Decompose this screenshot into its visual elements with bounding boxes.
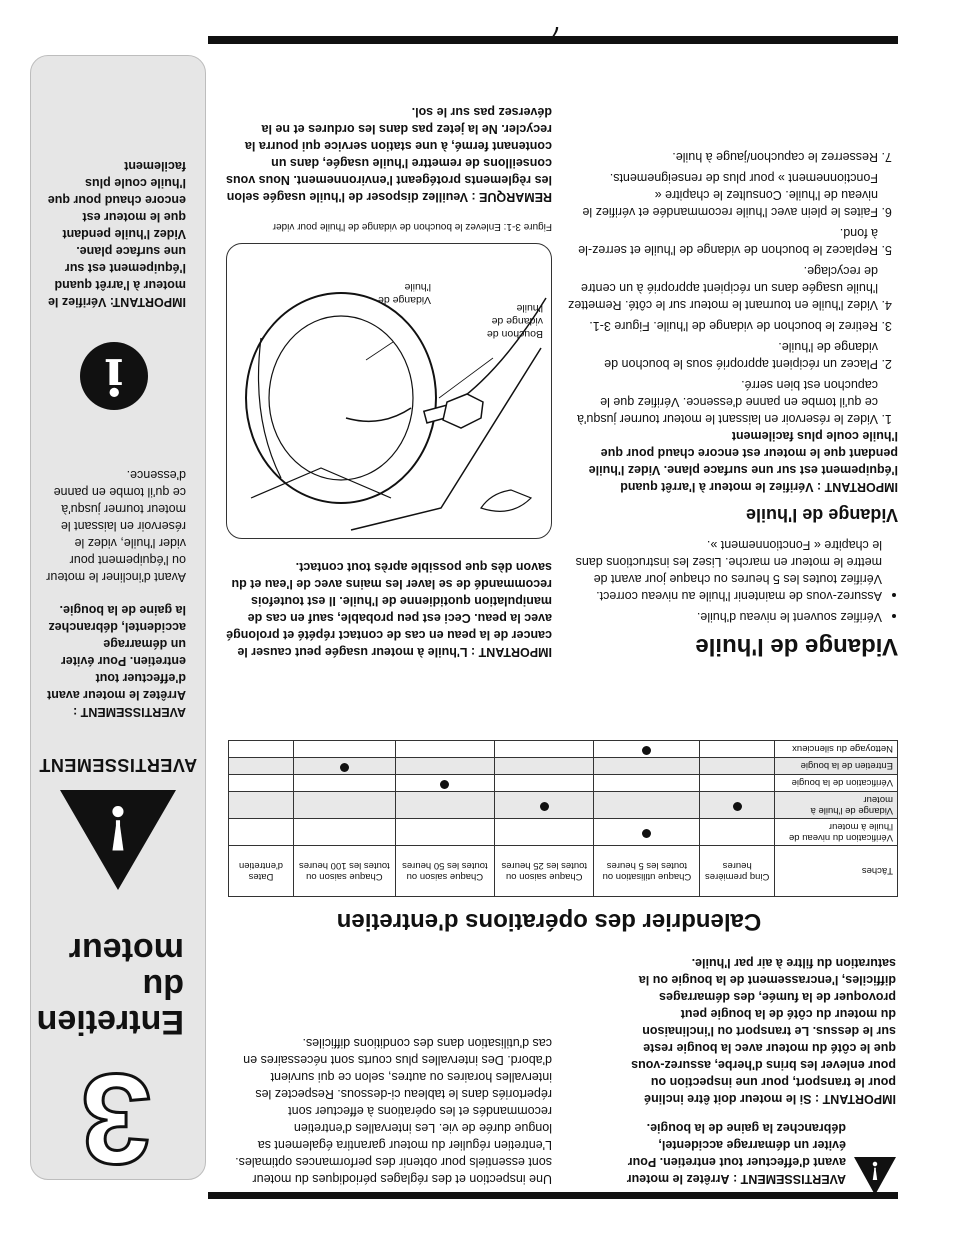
interval-cell — [495, 775, 594, 792]
scheduled-dot-icon — [440, 780, 449, 789]
interval-cell — [294, 758, 396, 775]
schedule-title: Calendrier des opérations d'entretien — [336, 908, 762, 935]
interval-cell — [495, 741, 594, 758]
interval-cell — [395, 741, 494, 758]
col-header: Cinq premières heures — [700, 846, 775, 897]
interval-cell — [594, 819, 700, 846]
callout-drain-plug: Bouchon de vidange de l'huile — [486, 302, 543, 340]
sidebar-important-block — [46, 157, 186, 310]
service-date-cell — [229, 792, 294, 819]
task-cell: Entretien de la bougie — [775, 758, 898, 775]
oil-change-subtitle: Vidange de l'huile — [746, 505, 898, 525]
interval-cell — [495, 758, 594, 775]
service-date-cell — [229, 819, 294, 846]
scheduled-dot-icon — [733, 802, 742, 811]
table-row — [229, 792, 898, 819]
interval-cell — [700, 792, 775, 819]
oil-important-label: IMPORTANT : — [816, 480, 898, 494]
service-date-cell — [229, 758, 294, 775]
list-item: 7. Resserrez le capuchon/jauge à huile. — [568, 148, 878, 165]
list-item: • Assurez-vous de maintenir l'huile au niveau correct. Vérifiez toutes les 5 heures ou chaque jour avant de mettre le moteur en marche. Lisez les instructions dans le chapitre « Fonctionnement ». — [568, 536, 882, 604]
list-item: 2. Placez un récipient approprié sous le bouchon de vidange de l'huile. — [568, 338, 878, 372]
skin-important-text: L'huile à moteur usagée peut causer le cancer de la peau en cas de contact répété et prolongé avec la peau. Ceci est peu probable, sauf en cas de manipulation quotidienne de l'huile. Il est toutefois recommandé de se laver les mains avec de l'eau et du savon dès que possible après tout contact. — [226, 560, 552, 659]
left-important-block — [630, 954, 896, 1107]
callout-oil-drain: Vidange de l'huile — [378, 281, 431, 306]
left-warning-label: AVERTISSEMENT : — [733, 1172, 846, 1186]
remark-label: REMARQUE : — [471, 190, 552, 204]
left-warning-text: Arrêtez le moteur avant d'effectuer tout entretien. Pour éviter un démarrage accidentel, débranchez la gaine de la bougie. — [626, 1121, 846, 1186]
remark-text: Veuillez disposer de l'huile usagée selon les règlements protégeant l'environnement. Nous vous conseillons de remettre l'huile usagée, dans un contenant fermé, à une station service qui pourra la recycler. Ne la jetez pas dans les ordures et ne la déversez pas sur le sol. — [226, 105, 552, 204]
interval-cell — [495, 792, 594, 819]
task-cell: Nettoyage du silencieux — [775, 741, 898, 758]
chapter-title: Entretien du moteur — [36, 931, 184, 1041]
interval-cell — [700, 819, 775, 846]
col-header: Chaque saison ou toutes les 100 heures — [294, 846, 396, 897]
task-cell: Vidange de l'huile à moteur — [775, 792, 898, 819]
interval-cell — [395, 775, 494, 792]
interval-cell — [594, 758, 700, 775]
list-item: 3. Retirez le bouchon de vidange de l'huile. Figure 3-1. — [568, 317, 878, 334]
oil-steps — [568, 144, 898, 427]
scheduled-dot-icon — [340, 763, 349, 772]
interval-cell — [395, 758, 494, 775]
left-warning-triangle-icon: ! — [854, 1157, 896, 1195]
table-row — [229, 758, 898, 775]
maintenance-schedule-table — [228, 740, 898, 897]
sidebar-important-label: IMPORTANT: — [109, 295, 186, 309]
oil-important-block — [568, 427, 898, 495]
task-cell: Vérification du niveau de l'huile à moteur — [775, 819, 898, 846]
sidebar-warning-text: Arrêtez le moteur avant d'effectuer tout entretien. Pour éviter un démarrage accidentel, débranchez la gaine de la bougie. — [47, 603, 186, 702]
oil-important-text: Vérifiez le moteur à l'arrêt quand l'équipement est sur une surface plane. Videz l'huile pendant que le moteur est encore chaud pour que l'huile coule plus facilement — [588, 429, 898, 494]
remark-block — [226, 103, 552, 205]
interval-cell — [395, 819, 494, 846]
chapter-number: 3 — [80, 1047, 152, 1190]
interval-cell — [294, 775, 396, 792]
sidebar-warning-heading: AVERTISSEMENT — [38, 755, 198, 775]
col-header: Chaque utilisation ou toutes les 5 heures — [594, 846, 700, 897]
col-header: Tâches — [775, 846, 898, 897]
table-row — [229, 775, 898, 792]
interval-cell — [294, 792, 396, 819]
task-cell: Vérification de la bougie — [775, 775, 898, 792]
list-item: • Vérifiez souvent le niveau d'huile. — [568, 608, 882, 625]
interval-cell — [594, 792, 700, 819]
col-header: Chaque saison ou toutes les 25 heures — [495, 846, 594, 897]
interval-cell — [700, 775, 775, 792]
sidebar-important-text: Vérifiez le moteur à l'arrêt quand l'équipement est sur une surface plane. Videz l'huile pendant que le moteur est encore chaud pour que l'huile coule plus facilement — [47, 159, 186, 309]
figure-caption: Figure 3-1: Enlevez le bouchon de vidange de l'huile pour vider — [272, 221, 552, 232]
list-item: 1. Videz le réservoir en laissant le moteur tourner jusqu'à ce qu'il tombe en panne d'essence. Vérifiez que le capuchon est bien serré. — [568, 376, 878, 427]
table-header-row — [229, 846, 898, 897]
interval-cell — [700, 758, 775, 775]
list-item: 6. Faites le plein avec l'huile recommandée et vérifiez le niveau de l'huile. Consultez le chapitre « Fonctionnement » pour plus de renseignements. — [568, 169, 878, 220]
interval-cell — [294, 741, 396, 758]
left-important-text: Si le moteur doit être incliné pour le transport, pour une inspection ou pour enlever les brins d'herbe, assurez-vous que le côté du moteur avec la bougie reste sur le dessus. Le transport ou l'inclinaison du moteur du côté de la bougie peut provoquer de la fumée, des démarrages difficiles, l'encrassement de la bougie ou la saturation du filtre à air par l'huile. — [631, 956, 896, 1106]
info-icon: i — [80, 342, 148, 410]
top-rule — [208, 1192, 898, 1199]
interval-cell — [700, 741, 775, 758]
left-important-label: IMPORTANT : — [814, 1092, 896, 1106]
sidebar-warning-triangle-icon: ! — [60, 790, 176, 890]
table-row — [229, 819, 898, 846]
service-date-cell — [229, 741, 294, 758]
sidebar-warning-block — [46, 601, 186, 720]
list-item: 4. Videz l'huile en tournant le moteur sur le côté. Remettez l'huile usagée dans un récipient approprié à un centre de recyclage. — [568, 262, 878, 313]
col-header: Dates d'entretien — [229, 846, 294, 897]
intro-text: Une inspection et des réglages périodiques du moteur sont essentiels pour obtenir des performances optimales. L'entretien régulier du moteur garantira également sa longue durée de vie. Les intervalles d'entretien recommandés et les opérations à effectuer sont répertoriés dans le tableau ci-dessous. Respectez les intervalles horaires ou autres, selon ce qui survient d'abord. Des intervalles plus courts sont nécessaires en cas d'utilisation dans des conditions difficiles. — [235, 1036, 552, 1186]
interval-cell — [495, 819, 594, 846]
skin-important-label: IMPORTANT : — [470, 645, 552, 659]
oil-drain-figure — [226, 243, 552, 539]
interval-cell — [294, 819, 396, 846]
list-item: 5. Replacez le bouchon de vidange de l'huile et serrez-le à fond. — [568, 224, 878, 258]
oil-bullets — [568, 532, 898, 625]
scheduled-dot-icon — [540, 802, 549, 811]
oil-change-title: Vidange de l'huile — [695, 633, 898, 660]
interval-cell — [395, 792, 494, 819]
sidebar-warning-label: AVERTISSEMENT : — [73, 705, 186, 719]
scheduled-dot-icon — [642, 829, 651, 838]
interval-cell — [594, 741, 700, 758]
scheduled-dot-icon — [642, 746, 651, 755]
interval-cell — [594, 775, 700, 792]
service-date-cell — [229, 775, 294, 792]
skin-warning-block — [226, 558, 552, 660]
table-row — [229, 741, 898, 758]
left-warning-block — [626, 1119, 846, 1187]
sidebar-tilt-note: Avant d'incliner le moteur ou l'équipement pour vider l'huile, videz le réservoir en laissant le moteur tourner jusqu'à ce qu'il tombe en panne d'essence. — [46, 468, 186, 584]
page-number: 7 — [551, 23, 561, 40]
col-header: Chaque saison ou toutes les 50 heures — [395, 846, 494, 897]
